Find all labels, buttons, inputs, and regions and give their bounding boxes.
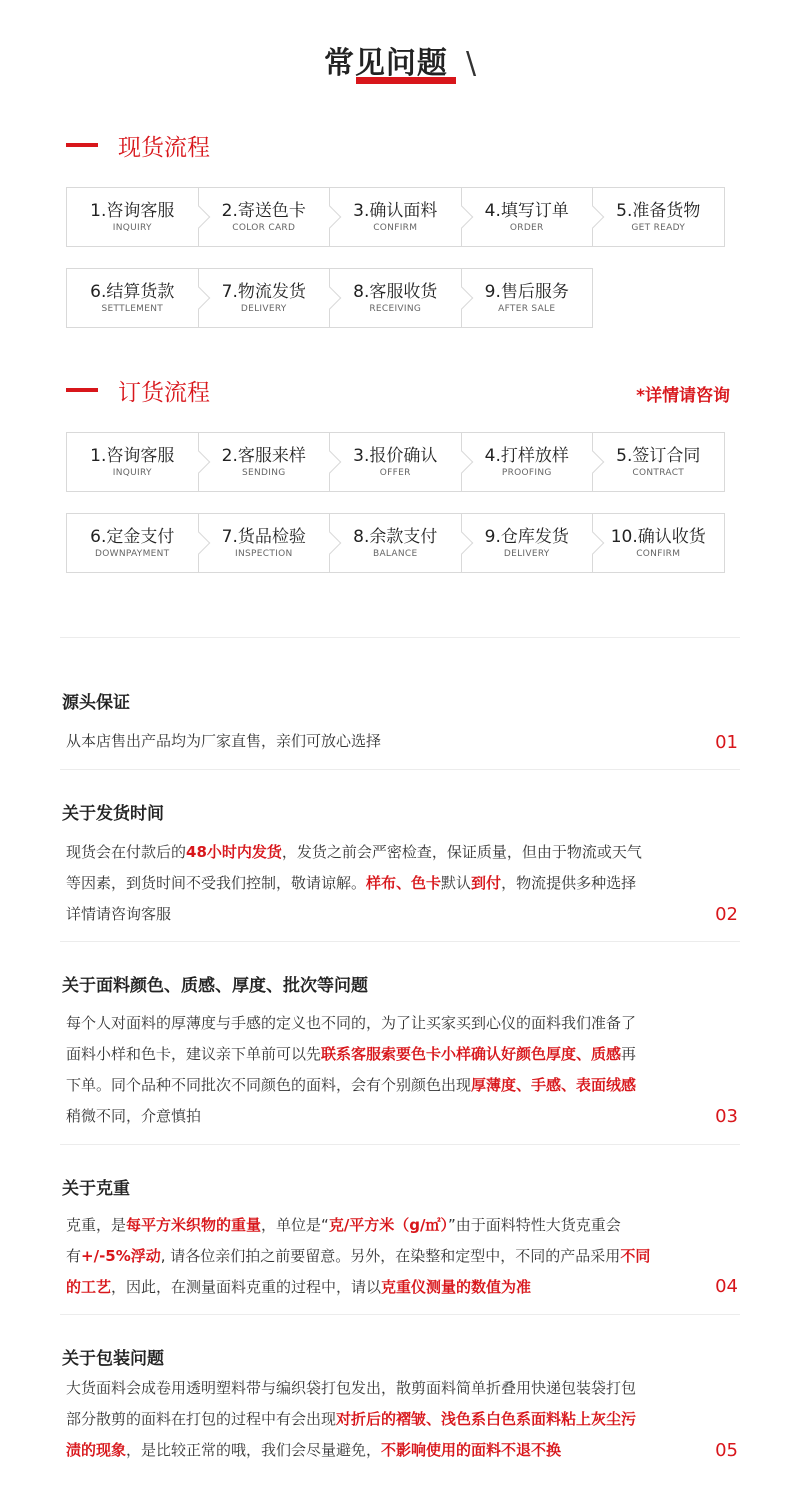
faq-line: [66, 726, 696, 757]
process-step: [592, 187, 725, 247]
process-step: [461, 187, 594, 247]
process-step-label: 1.咨询客服: [90, 201, 175, 221]
faq-line: [66, 1210, 696, 1241]
order-section-note: *详情请咨询: [636, 386, 730, 406]
process-step-label: 9.售后服务: [484, 282, 569, 302]
process-step-sublabel: SENDING: [241, 468, 286, 478]
faq-title-5: 关于包装问题: [62, 1349, 164, 1369]
process-step: [66, 513, 199, 573]
faq-divider: [60, 1314, 740, 1315]
process-step: [198, 187, 331, 247]
faq-divider: [60, 1144, 740, 1145]
process-step-sublabel: ORDER: [509, 223, 544, 233]
process-step-label: 3.确认面料: [353, 201, 438, 221]
faq-body-3: [66, 1008, 696, 1132]
body-text: 现货会在付款后的: [66, 843, 187, 861]
highlight-text: 联系客服索要色卡小样确认好颜色厚度、质感: [321, 1045, 622, 1063]
process-step: [592, 432, 725, 492]
process-step: [592, 513, 725, 573]
process-step-label: 2.寄送色卡: [221, 201, 306, 221]
order-section-header: [66, 375, 210, 405]
process-step-sublabel: CONTRACT: [632, 468, 685, 478]
body-text: ，是比较正常的哦，我们会尽量避免，: [126, 1441, 382, 1459]
body-text: ”由于面料特性大货克重会: [448, 1216, 621, 1234]
highlight-text: 厚薄度、手感、表面绒感: [471, 1076, 637, 1094]
process-step-label: 6.定金支付: [90, 527, 175, 547]
title-slash-decoration: \: [465, 46, 477, 81]
spot-section-header: [66, 130, 210, 160]
order-steps-row-2: [66, 513, 725, 573]
faq-title-1: 源头保证: [62, 693, 130, 713]
process-step-sublabel: BALANCE: [372, 549, 418, 559]
highlight-text: 每平方米织物的重量: [126, 1216, 262, 1234]
spot-steps-row-2: [66, 268, 593, 328]
process-step-sublabel: CONFIRM: [636, 549, 681, 559]
process-step-label: 3.报价确认: [353, 446, 438, 466]
faq-number-5: 05: [715, 1440, 738, 1461]
faq-line: [66, 837, 696, 868]
faq-line: [66, 1272, 696, 1303]
highlight-text: 48小时内发货: [186, 843, 282, 861]
faq-title-3: 关于面料颜色、质感、厚度、批次等问题: [62, 976, 368, 996]
faq-number-3: 03: [715, 1106, 738, 1127]
body-text: ，单位是“: [261, 1216, 329, 1234]
faq-line: [66, 1435, 696, 1466]
faq-line: [66, 1101, 696, 1132]
body-text: 有: [66, 1247, 82, 1265]
faq-body-5: [66, 1373, 696, 1466]
process-step-sublabel: DOWNPAYMENT: [95, 549, 170, 559]
highlight-text: +/-5%浮动: [81, 1247, 161, 1265]
page-title-text: 常见问题: [323, 46, 448, 81]
process-step: [461, 268, 594, 328]
process-step-label: 8.余款支付: [353, 527, 438, 547]
body-text: ，因此，在测量面料克重的过程中，请以: [111, 1278, 382, 1296]
process-step: [329, 513, 462, 573]
process-step-sublabel: GET READY: [631, 223, 686, 233]
process-step-sublabel: DELIVERY: [240, 304, 287, 314]
highlight-text: 克重仪测量的数值为准: [381, 1278, 532, 1296]
highlight-text: 克/平方米（g/㎡）: [328, 1216, 449, 1234]
body-text: 等因素，到货时间不受我们控制，敬请谅解。: [66, 874, 367, 892]
process-step-sublabel: AFTER SALE: [498, 304, 556, 314]
body-text: 大货面料会成卷用透明塑料带与编织袋打包发出，散剪面料简单折叠用快递包装袋打包: [66, 1379, 637, 1397]
process-step: [198, 513, 331, 573]
body-text: 每个人对面料的厚薄度与手感的定义也不同的，为了让买家买到心仪的面料我们准备了: [66, 1014, 637, 1032]
body-text: ，发货之前会严密检查，保证质量，但由于物流或天气: [281, 843, 642, 861]
body-text: 稍微不同，介意慎拍: [66, 1107, 202, 1125]
process-step: [66, 432, 199, 492]
order-steps-row-1: [66, 432, 725, 492]
highlight-text: 到付: [471, 874, 502, 892]
faq-line: [66, 1373, 696, 1404]
process-step-sublabel: DELIVERY: [503, 549, 550, 559]
faq-title-4: 关于克重: [62, 1179, 130, 1199]
process-step-sublabel: PROOFING: [501, 468, 552, 478]
process-step: [198, 432, 331, 492]
faq-number-1: 01: [715, 732, 738, 753]
process-step-sublabel: CONFIRM: [373, 223, 418, 233]
process-step: [461, 432, 594, 492]
section-divider: [60, 637, 740, 638]
body-text: 详情请咨询客服: [66, 905, 172, 923]
faq-line: [66, 1070, 696, 1101]
faq-number-4: 04: [715, 1276, 738, 1297]
faq-body-1: [66, 726, 696, 757]
faq-line: [66, 868, 696, 899]
spot-steps-row-1: [66, 187, 725, 247]
faq-line: [66, 1039, 696, 1070]
body-text: 默认: [441, 874, 472, 892]
process-step-label: 1.咨询客服: [90, 446, 175, 466]
process-step-label: 10.确认收货: [610, 527, 706, 547]
page-title: [324, 38, 448, 82]
highlight-text: 的工艺: [66, 1278, 112, 1296]
process-step-label: 5.签订合同: [616, 446, 701, 466]
page-title-block: [0, 38, 800, 82]
body-text: 面料小样和色卡，建议亲下单前可以先: [66, 1045, 322, 1063]
process-step-sublabel: SETTLEMENT: [101, 304, 164, 314]
body-text: 克重，是: [66, 1216, 127, 1234]
body-text: ，物流提供多种选择: [501, 874, 637, 892]
process-step-label: 4.打样放样: [484, 446, 569, 466]
process-step-sublabel: INSPECTION: [235, 549, 293, 559]
highlight-text: 样布、色卡: [366, 874, 442, 892]
process-step: [329, 268, 462, 328]
faq-body-4: [66, 1210, 696, 1303]
faq-line: [66, 1008, 696, 1039]
highlight-text: 不影响使用的面料不退不换: [381, 1441, 562, 1459]
process-step-sublabel: RECEIVING: [369, 304, 422, 314]
faq-line: [66, 899, 696, 930]
faq-title-2: 关于发货时间: [62, 804, 164, 824]
faq-number-2: 02: [715, 904, 738, 925]
process-step-label: 9.仓库发货: [484, 527, 569, 547]
faq-line: [66, 1241, 696, 1272]
highlight-text: 对折后的褶皱、浅色系白色系面料粘上灰尘污: [336, 1410, 637, 1428]
process-step-label: 6.结算货款: [90, 282, 175, 302]
process-step: [66, 268, 199, 328]
highlight-text: 不同: [620, 1247, 651, 1265]
process-step-sublabel: COLOR CARD: [232, 223, 296, 233]
process-step-label: 2.客服来样: [221, 446, 306, 466]
body-text: , 请各位亲们拍之前要留意。另外，在染整和定型中，不同的产品采用: [160, 1247, 621, 1265]
order-section-label: 订货流程: [118, 379, 210, 406]
process-step-label: 5.准备货物: [616, 201, 701, 221]
process-step-label: 8.客服收货: [353, 282, 438, 302]
process-step-label: 7.货品检验: [221, 527, 306, 547]
body-text: 部分散剪的面料在打包的过程中有会出现: [66, 1410, 337, 1428]
process-step: [329, 187, 462, 247]
faq-divider: [60, 769, 740, 770]
process-step: [198, 268, 331, 328]
process-step: [461, 513, 594, 573]
section-dash: [66, 143, 98, 147]
process-step-label: 7.物流发货: [221, 282, 306, 302]
spot-section-label: 现货流程: [118, 134, 210, 161]
process-step-label: 4.填写订单: [484, 201, 569, 221]
body-text: 下单。同个品种不同批次不同颜色的面料，会有个别颜色出现: [66, 1076, 472, 1094]
body-text: 再: [621, 1045, 637, 1063]
process-step-sublabel: OFFER: [379, 468, 411, 478]
section-dash: [66, 388, 98, 392]
process-step: [329, 432, 462, 492]
process-step-sublabel: INQUIRY: [112, 468, 152, 478]
body-text: 从本店售出产品均为厂家直售，亲们可放心选择: [66, 732, 382, 750]
highlight-text: 渍的现象: [66, 1441, 127, 1459]
faq-body-2: [66, 837, 696, 930]
process-step: [66, 187, 199, 247]
faq-divider: [60, 941, 740, 942]
process-step-sublabel: INQUIRY: [112, 223, 152, 233]
faq-line: [66, 1404, 696, 1435]
